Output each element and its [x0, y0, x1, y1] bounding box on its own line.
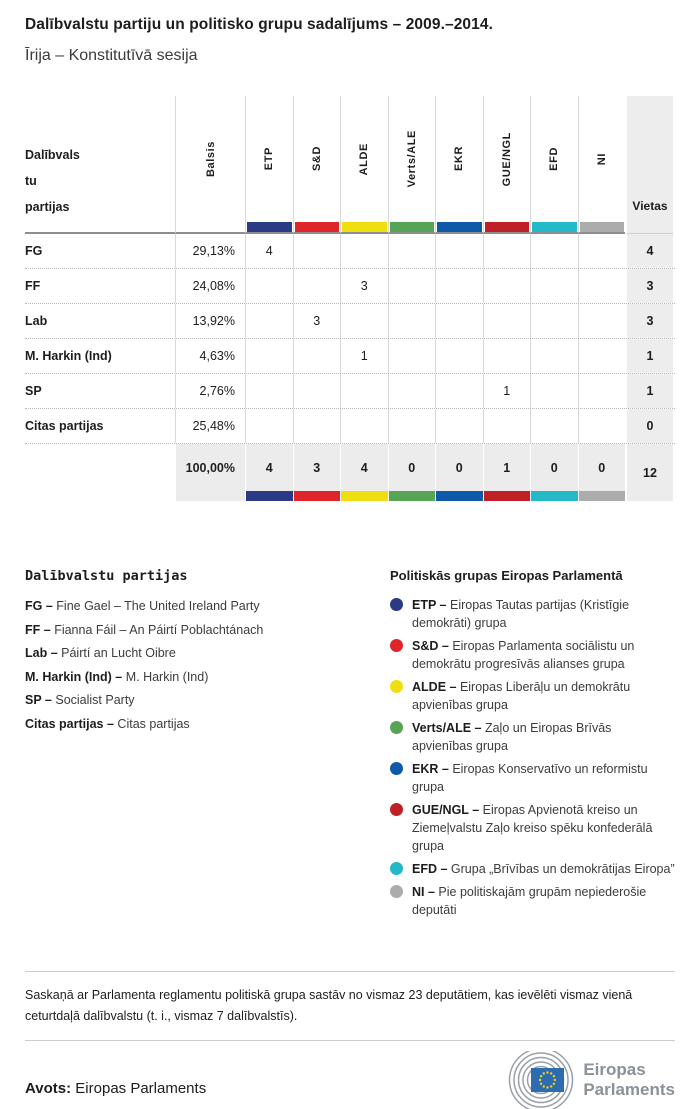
logo-wordmark: Eiropas Parlaments: [583, 1060, 675, 1099]
table-row: [25, 304, 675, 339]
grand-total-seats: 12: [627, 444, 673, 501]
efd-color-bar: [531, 491, 578, 501]
seats-cell: [245, 269, 293, 303]
total-seats-cell: 1: [627, 374, 673, 408]
verts-bullet-icon: [390, 721, 403, 734]
ep-hemicycle-icon: [501, 1051, 575, 1109]
sd-color-bar: [294, 491, 341, 501]
legend-item: ALDE – Eiropas Liberāļu un demokrātu apvienības grupa: [390, 678, 675, 714]
legend-item: ETP – Eiropas Tautas partijas (Kristīgie demokrāti) grupa: [390, 596, 675, 632]
party-name: SP: [25, 384, 42, 398]
legend-item: EKR – Eiropas Konservatīvo un reformistu grupa: [390, 760, 675, 796]
party-name: M. Harkin (Ind): [25, 349, 112, 363]
seats-cell: [293, 269, 341, 303]
legend-item: Lab – Páirtí an Lucht Oibre: [25, 646, 176, 660]
table-row: [25, 374, 675, 409]
table-row: [25, 269, 675, 304]
votes-cell: 29,13%: [175, 234, 245, 268]
corner-header: [25, 96, 175, 222]
divider: [25, 971, 675, 972]
seats-cell: [578, 304, 626, 338]
seats-cell: [293, 234, 341, 268]
seats-cell: [340, 409, 388, 443]
party-name: Lab: [25, 314, 48, 328]
european-parliament-logo: [501, 1051, 675, 1109]
seats-cell: [435, 374, 483, 408]
ekr-color-bar: [436, 491, 483, 501]
votes-cell: 2,76%: [175, 374, 245, 408]
table-total-row: [25, 444, 675, 501]
gue-color-bar: [484, 491, 531, 501]
group-color-bar-row: [25, 222, 675, 234]
total-seats-ni: 0: [598, 460, 606, 475]
parties-legend-title: Dalībvalstu partijas: [25, 568, 188, 584]
votes-cell: 25,48%: [175, 409, 245, 443]
seats-cell: [245, 304, 293, 338]
party-name: FG: [25, 244, 43, 258]
legend-item: EFD – Grupa „Brīvības un demokrātijas Eiropa”: [390, 860, 675, 878]
seats-cell: [483, 234, 531, 268]
verts-color-bar: [390, 222, 435, 232]
total-seats-etp: 4: [265, 460, 273, 475]
group-header-alde: ALDE: [340, 96, 388, 222]
group-header-ni: NI: [578, 96, 626, 222]
groups-legend-title: Politiskās grupas Eiropas Parlamentā: [390, 568, 623, 583]
seats-cell: 4: [245, 234, 293, 268]
seats-cell: [530, 269, 578, 303]
alde-bullet-icon: [390, 680, 403, 693]
bar-spacer: [175, 222, 245, 234]
etp-color-bar: [247, 222, 292, 232]
group-header-etp: ETP: [245, 96, 293, 222]
verts-color-bar: [389, 491, 436, 501]
total-seats-cell: 3: [627, 304, 673, 338]
seats-cell: [293, 409, 341, 443]
total-seats-cell: 0: [627, 409, 673, 443]
votes-cell: 4,63%: [175, 339, 245, 373]
seats-cell: [530, 304, 578, 338]
sd-color-bar: [295, 222, 340, 232]
corner-line: tu: [25, 174, 37, 188]
page-subtitle: Īrija – Konstitutīvā sesija: [25, 47, 198, 64]
seats-cell: [483, 304, 531, 338]
seats-cell: [578, 409, 626, 443]
legend-item: FG – Fine Gael – The United Ireland Party: [25, 599, 260, 613]
ni-bullet-icon: [390, 885, 403, 898]
divider: [25, 1040, 675, 1041]
seats-cell: [483, 339, 531, 373]
table-row: [25, 234, 675, 269]
total-seats-gue: 1: [503, 460, 511, 475]
parties-legend: [25, 568, 390, 924]
legend-item: Citas partijas – Citas partijas: [25, 716, 190, 731]
seats-cell: [293, 374, 341, 408]
source-value: Eiropas Parlaments: [75, 1080, 207, 1097]
table-header-row: [25, 96, 675, 222]
etp-bullet-icon: [390, 598, 403, 611]
seats-cell: [388, 374, 436, 408]
seats-cell: 3: [293, 304, 341, 338]
legend-item: M. Harkin (Ind) – M. Harkin (Ind): [25, 669, 209, 684]
seats-cell: [483, 409, 531, 443]
seats-cell: [388, 269, 436, 303]
bar-spacer: [25, 222, 175, 234]
seats-cell: [340, 234, 388, 268]
seats-cell: [530, 339, 578, 373]
legend-item: Verts/ALE – Zaļo un Eiropas Brīvās apvienības grupa: [390, 719, 675, 755]
seats-cell: [435, 269, 483, 303]
seats-cell: [245, 374, 293, 408]
total-seats-efd: 0: [550, 460, 558, 475]
party-name: FF: [25, 279, 41, 293]
corner-line: Dalībvals: [25, 148, 80, 162]
party-name: Citas partijas: [25, 419, 104, 433]
seats-cell: [388, 409, 436, 443]
etp-color-bar: [246, 491, 293, 501]
seats-cell: [293, 339, 341, 373]
alde-color-bar: [342, 222, 387, 232]
total-seats-cell: 4: [627, 234, 673, 268]
seats-cell: [530, 234, 578, 268]
ekr-bullet-icon: [390, 762, 403, 775]
vietas-header: Vietas: [627, 96, 673, 222]
alde-color-bar: [341, 491, 388, 501]
seats-cell: [578, 339, 626, 373]
seats-cell: [578, 234, 626, 268]
source-label: Avots:: [25, 1080, 72, 1097]
table-row: [25, 339, 675, 374]
seats-cell: [340, 304, 388, 338]
table-row: [25, 409, 675, 444]
legends-section: [25, 568, 675, 924]
ni-color-bar: [580, 222, 625, 232]
seats-cell: [578, 374, 626, 408]
votes-cell: 24,08%: [175, 269, 245, 303]
seats-cell: [388, 234, 436, 268]
group-header-gue: GUE/NGL: [483, 96, 531, 222]
seats-cell: 1: [340, 339, 388, 373]
corner-line: partijas: [25, 200, 70, 214]
gue-bullet-icon: [390, 803, 403, 816]
group-header-sd: S&D: [293, 96, 341, 222]
efd-bullet-icon: [390, 862, 403, 875]
seats-table: [25, 96, 675, 501]
seats-cell: [435, 304, 483, 338]
footnote: Saskaņā ar Parlamenta reglamentu politiskā grupa sastāv no vismaz 23 deputātiem, kas ievēlēti vismaz vienā ceturtdaļā dalībvalstu (t. i., vismaz 7 dalībvalstīs).: [25, 988, 633, 1023]
ekr-color-bar: [437, 222, 482, 232]
seats-cell: [578, 269, 626, 303]
balsis-header: Balsis: [175, 96, 245, 222]
seats-cell: [340, 374, 388, 408]
total-seats-alde: 4: [360, 460, 368, 475]
seats-cell: [388, 304, 436, 338]
seats-cell: [435, 339, 483, 373]
seats-cell: 3: [340, 269, 388, 303]
legend-item: SP – Socialist Party: [25, 693, 135, 707]
group-header-efd: EFD: [530, 96, 578, 222]
groups-legend: [390, 568, 675, 924]
seats-cell: [435, 409, 483, 443]
ni-color-bar: [579, 491, 626, 501]
seats-cell: [245, 409, 293, 443]
votes-cell: 13,92%: [175, 304, 245, 338]
gue-color-bar: [485, 222, 530, 232]
total-seats-verts: 0: [408, 460, 416, 475]
legend-item: FF – Fianna Fáil – An Páirtí Poblachtánach: [25, 622, 264, 637]
seats-cell: 1: [483, 374, 531, 408]
legend-item: GUE/NGL – Eiropas Apvienotā kreiso un Ziemeļvalstu Zaļo kreiso spēku konfederālā grupa: [390, 801, 675, 855]
sd-bullet-icon: [390, 639, 403, 652]
group-header-verts: Verts/ALE: [388, 96, 436, 222]
total-seats-cell: 3: [627, 269, 673, 303]
vietas-bar-spacer: [627, 222, 673, 234]
total-seats-cell: 1: [627, 339, 673, 373]
seats-cell: [388, 339, 436, 373]
seats-cell: [245, 339, 293, 373]
total-blank-cell: [25, 444, 175, 501]
group-header-ekr: EKR: [435, 96, 483, 222]
total-votes-cell: 100,00%: [175, 444, 245, 501]
total-seats-sd: 3: [313, 460, 321, 475]
seats-cell: [435, 234, 483, 268]
seats-cell: [530, 374, 578, 408]
page-title: Dalībvalstu partiju un politisko grupu sadalījums – 2009.–2014.: [25, 16, 493, 33]
total-seats-ekr: 0: [455, 460, 463, 475]
efd-color-bar: [532, 222, 577, 232]
legend-item: NI – Pie politiskajām grupām nepiederošie deputāti: [390, 883, 675, 919]
legend-item: S&D – Eiropas Parlamenta sociālistu un demokrātu progresīvās alianses grupa: [390, 637, 675, 673]
seats-cell: [530, 409, 578, 443]
seats-cell: [483, 269, 531, 303]
footer: [25, 1051, 675, 1109]
source-line: [25, 1080, 206, 1109]
